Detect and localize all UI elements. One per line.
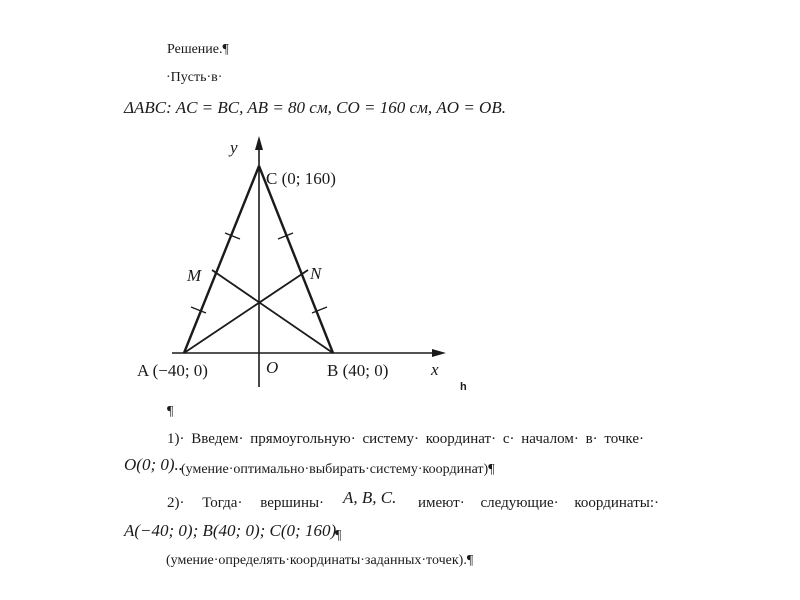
step2-vertices: A, B, C. <box>343 488 397 507</box>
solution-heading: Решение.¶ <box>167 42 229 57</box>
side-bc <box>259 166 333 353</box>
step2-coords: A(−40; 0); B(40; 0); C(0; 160) <box>124 521 337 540</box>
tick-ac-lower <box>191 307 206 313</box>
y-axis-label: y <box>230 138 238 157</box>
point-m-label: M <box>187 266 202 285</box>
point-o-label: O <box>266 358 279 377</box>
step2-text-b: имеют· следующие· координаты:· <box>418 495 659 511</box>
step2-coords-mark: ¶ <box>335 528 342 543</box>
y-axis-arrow <box>255 136 263 150</box>
let-text: ·Пусть·в· <box>166 70 223 85</box>
point-c-label: C (0; 160) <box>266 169 336 188</box>
x-axis-label: x <box>431 360 439 379</box>
step1-text: 1)· Введем· прямоугольную· систему· координат· с· началом· в· точке· <box>167 431 645 447</box>
point-a-label: A (−40; 0) <box>137 361 208 380</box>
condition-formula: ΔABC: AC = BC, AB = 80 см, CO = 160 см, AO = OB. <box>124 98 506 117</box>
point-n-label: N <box>310 264 322 283</box>
side-ac <box>184 166 259 353</box>
point-b-label: B (40; 0) <box>327 361 389 380</box>
step1-point: O(0; 0).. <box>124 455 184 474</box>
x-axis-arrow <box>432 349 446 357</box>
empty-paragraph-mark: ¶ <box>167 404 174 419</box>
step2-text-a: 2)· Тогда· вершины· <box>167 495 325 511</box>
step1-skill: (умение·оптимально·выбирать·систему·координат)¶ <box>181 462 495 477</box>
step2-skill: (умение·определять·координаты·заданных·точек).¶ <box>166 553 474 568</box>
paragraph-mark-figure: h <box>460 381 467 393</box>
